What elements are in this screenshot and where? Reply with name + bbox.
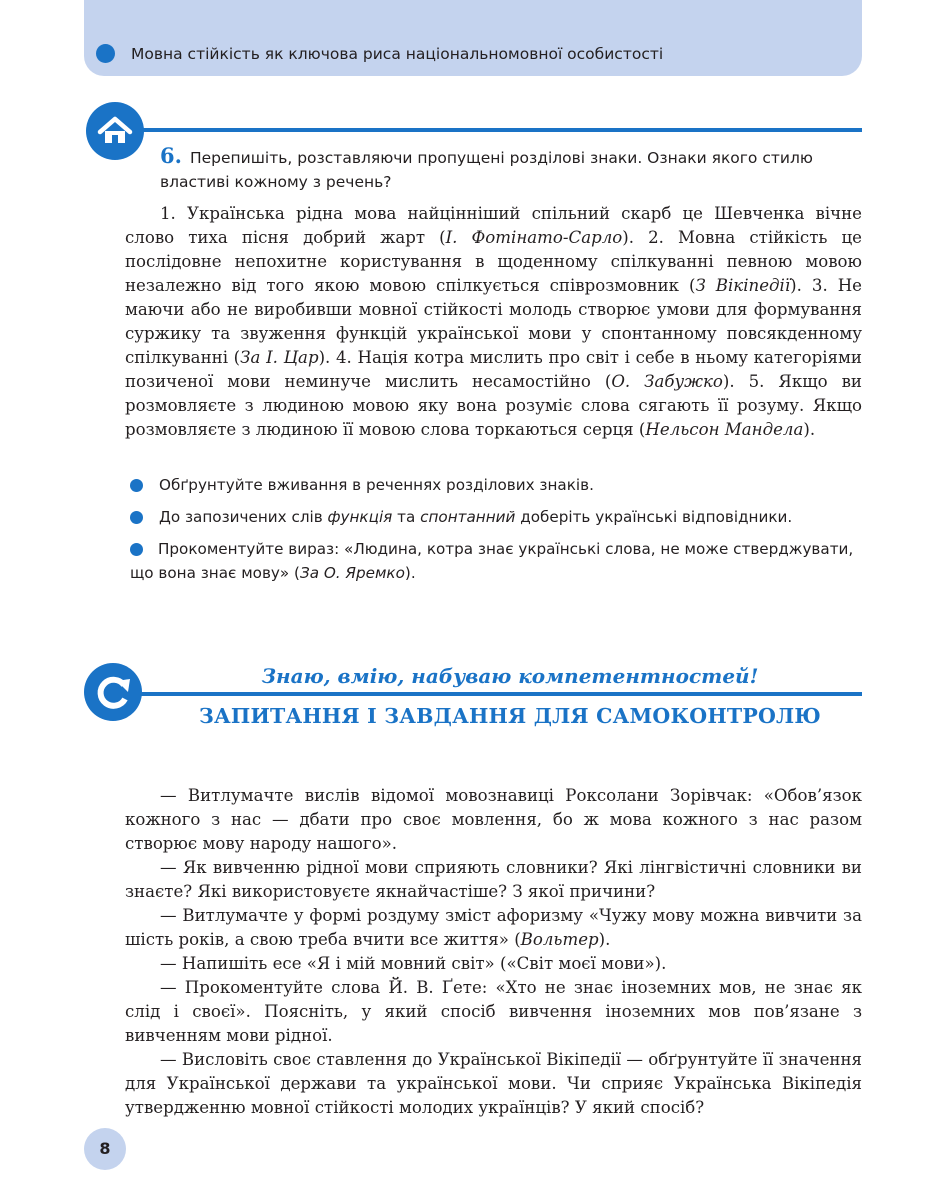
bullet-text: ). (404, 564, 416, 582)
question: — Напишіть есе «Я і мій мовний світ» («Світ моєї мови»). (160, 954, 667, 973)
sentence-text: ). 2. Мовна стійкість це послідовне непохитне користування в щоденному спілкуванні певною мовою незалежно від того якою мовою спілкується співрозмовник ( (125, 228, 862, 295)
task-instruction-text: Перепишіть, розставляючи пропущені розділові знаки. Ознаки якого стилю властиві кожному з речень? (160, 149, 813, 191)
question: — Як вивченню рідної мови сприяють словники? Які лінгвістичні словники ви знаєте? Які використовуєте якнайчастіше? З якої причини? (125, 858, 862, 901)
bullet-term: функція (327, 508, 393, 526)
sentence-text: ). 3. Не маючи або не виробивши мовної стійкості молодь створює умови для формування суржику та звуження функцій української мови у спонтанному повсякденному спілкуванні ( (125, 276, 862, 367)
question: — Висловіть своє ставлення до Української Вікіпедії — обґрунтуйте її значення для Української держави та української мови. Чи сприяє Українська Вікіпедія утвердженню мовної стійкості молодих українців? У який спосіб? (125, 1050, 862, 1117)
source-citation: Вольтер (520, 930, 599, 949)
source-citation: Нельсон Мандела (645, 420, 804, 439)
source-citation: За О. Яремко (299, 564, 405, 582)
self-control-questions (125, 784, 862, 1120)
bullet-term: спонтанний (420, 508, 516, 526)
bullet-item (130, 473, 862, 497)
question (125, 904, 862, 952)
bullet-item (130, 505, 862, 529)
question: — Прокоментуйте слова Й. В. Ґете: «Хто не знає іноземних мов, не знає як слід і своєї». Поясніть, у який спосіб вивчення іноземних мов пов’язане з вивченням мови рідної. (125, 978, 862, 1045)
source-citation: І. Фотінато-Сарло (445, 228, 623, 247)
task-rule (140, 128, 862, 132)
header-bullet-dot (96, 44, 115, 63)
question-text: ). (598, 930, 611, 949)
task-6-instruction (160, 144, 860, 194)
task-number: 6. (160, 143, 182, 168)
bullet-text: Прокоментуйте вираз: «Людина, котра знає українські слова, не може стверджувати, що вона знає мову» ( (130, 540, 854, 582)
section-rule (140, 692, 862, 696)
question-text: — Витлумачте у формі роздуму зміст афоризму «Чужу мову можна вивчити за шість років, а свою треба вчити все життя» ( (125, 906, 862, 949)
sentence-text: 1. Українська рідна мова найцінніший спільний скарб це Шевченка вічне слово тиха пісня добрий жарт ( (125, 204, 862, 247)
refresh-icon (84, 663, 142, 721)
page-number: 8 (84, 1128, 126, 1170)
sentence-text: ). 5. Якщо ви розмовляєте з людиною мовою яку вона розуміє слова сягають її розуму. Якщо розмовляєте з людиною її мовою слова торкаються серця ( (125, 372, 862, 439)
bullet-text: та (392, 508, 421, 526)
bullet-dot (130, 543, 143, 556)
bullet-dot (130, 511, 143, 524)
task-6-sentences (125, 202, 862, 442)
home-icon (86, 102, 144, 160)
source-citation: За І. Цар (240, 348, 319, 367)
source-citation: О. Забужко (611, 372, 723, 391)
section-title: ЗАПИТАННЯ І ЗАВДАННЯ ДЛЯ САМОКОНТРОЛЮ (199, 704, 821, 728)
sentence-text: ). (803, 420, 816, 439)
source-citation: З Вікіпедії (695, 276, 791, 295)
section-subtitle: Знаю, вмію, набуваю компетентностей! (261, 664, 759, 688)
task-bullets (130, 473, 862, 593)
header-band (84, 0, 862, 76)
bullet-text: доберіть українські відповідники. (515, 508, 793, 526)
bullet-text: Обґрунтуйте вживання в реченнях розділових знаків. (159, 476, 594, 494)
bullet-item (130, 537, 862, 585)
sentence-text: ). 4. Нація котра мислить про світ і себе в ньому категоріями позиченої мови неминуче мислить несамостійно ( (125, 348, 862, 391)
bullet-text: До запозичених слів (159, 508, 328, 526)
question: — Витлумачте вислів відомої мовознавиці Роксолани Зорівчак: «Обов’язок кожного з нас — дбати про своє мовлення, бо ж мова кожного з нас разом створює мову народу нашого». (125, 786, 862, 853)
running-header: Мовна стійкість як ключова риса національномовної особистості (131, 45, 664, 63)
bullet-dot (130, 479, 143, 492)
